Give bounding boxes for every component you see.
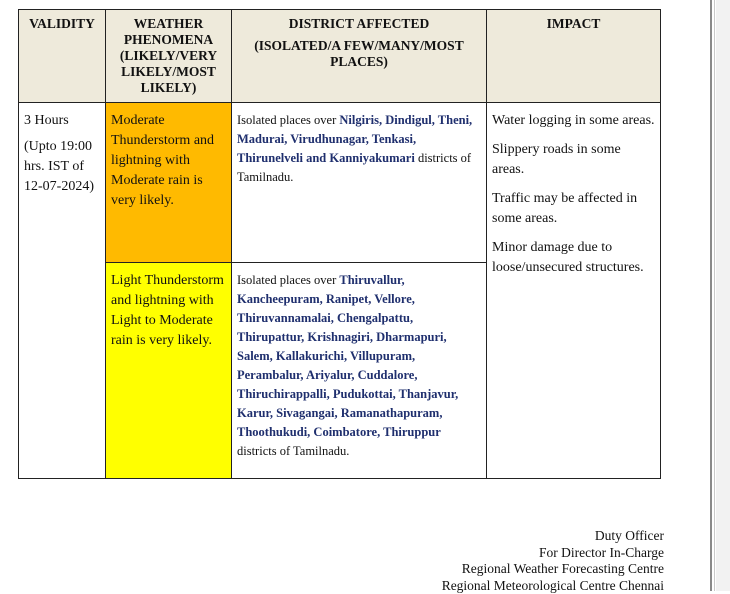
impact-item: Water logging in some areas. — [492, 111, 655, 132]
district-suffix: districts of Tamilnadu. — [237, 151, 471, 184]
header-phenomena: WEATHER PHENOMENA (LIKELY/VERY LIKELY/MOST LIKELY) — [106, 10, 232, 103]
impact-cell — [487, 103, 661, 479]
header-validity: VALIDITY — [19, 10, 106, 103]
district-names: Thiruvallur, Kancheepuram, Ranipet, Vellore, Thiruvannamalai, Chengalpattu, Thirupattur, Krishnagiri, Dharmapuri, Salem, Kallakurichi, Villupuram, Perambalur, Ariyalur, Cuddalore, Thiruchirappalli, Pudukottai, Thanjavur, Karur, Sivagangai, Ramanathapuram, Thoothukudi, Coimbatore, Thiruppur — [237, 273, 458, 439]
impact-item: Minor damage due to loose/unsecured structures. — [492, 238, 655, 279]
district-suffix: districts of Tamilnadu. — [237, 444, 349, 458]
validity-hours: 3 Hours — [24, 111, 100, 131]
impact-item: Slippery roads in some areas. — [492, 140, 655, 181]
district-cell-moderate — [232, 103, 487, 263]
signature-rwfc: Regional Weather Forecasting Centre — [442, 561, 664, 578]
validity-until: (Upto 19:00 hrs. IST of 12-07-2024) — [24, 139, 94, 194]
table-header-row — [19, 10, 661, 103]
page-edge-scrollbar — [708, 0, 730, 591]
header-impact: IMPACT — [487, 10, 661, 103]
district-cell-light — [232, 263, 487, 479]
phenomenon-light: Light Thunderstorm and lightning with Light to Moderate rain is very likely. — [106, 263, 232, 479]
signature-director: For Director In-Charge — [442, 545, 664, 562]
validity-cell — [19, 103, 106, 479]
phenomenon-moderate: Moderate Thunderstorm and lightning with Moderate rain is very likely. — [106, 103, 232, 263]
district-prefix: Isolated places over — [237, 113, 336, 127]
header-district-title: DISTRICT AFFECTED — [289, 16, 429, 31]
district-prefix: Isolated places over — [237, 273, 336, 287]
signature-duty-officer: Duty Officer — [442, 528, 664, 545]
weather-warning-table — [18, 9, 661, 479]
impact-item: Traffic may be affected in some areas. — [492, 189, 655, 230]
signature-block — [442, 528, 664, 594]
table-row — [19, 103, 661, 263]
signature-rmc: Regional Meteorological Centre Chennai — [442, 578, 664, 594]
header-district-subtitle: (ISOLATED/A FEW/MANY/MOST PLACES) — [236, 38, 482, 70]
district-names: Nilgiris, Dindigul, Theni, Madurai, Virudhunagar, Tenkasi, Thirunelveli and Kanniyakumari — [237, 113, 472, 165]
header-district — [232, 10, 487, 103]
